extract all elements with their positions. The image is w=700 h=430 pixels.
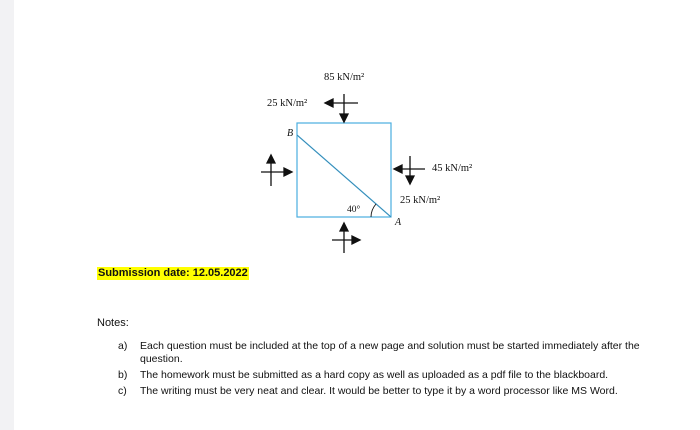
stress-element-figure (255, 62, 515, 262)
element-square (297, 123, 391, 217)
list-item-text: Each question must be included at the top of a new page and solution must be started immediately after the question. (140, 340, 640, 365)
right-normal-stress-label: 45 kN/m² (432, 163, 473, 174)
list-item (118, 369, 658, 382)
list-marker: c) (118, 385, 127, 397)
angle-arc (371, 204, 376, 217)
left-stress-arrows (261, 155, 292, 186)
list-item (118, 340, 658, 366)
submission-date: Submission date: 12.05.2022 (98, 267, 248, 279)
left-gutter (0, 0, 14, 430)
list-item (118, 385, 658, 398)
list-item-text: The homework must be submitted as a hard copy as well as uploaded as a pdf file to the blackboard. (140, 369, 609, 381)
right-stress-arrows (394, 156, 425, 184)
top-stress-arrows (325, 94, 358, 122)
notes-list (118, 340, 658, 401)
angle-label: 40° (347, 205, 361, 215)
corner-a-label: A (395, 217, 402, 228)
right-shear-stress-label: 25 kN/m² (400, 195, 441, 206)
corner-b-label: B (287, 128, 294, 139)
list-item-text: The writing must be very neat and clear. It would be better to type it by a word processor like MS Word. (140, 385, 618, 397)
top-shear-stress-label: 25 kN/m² (267, 98, 308, 109)
bottom-stress-arrows (332, 223, 360, 253)
top-normal-stress-label: 85 kN/m² (324, 72, 365, 83)
list-marker: b) (118, 369, 128, 381)
notes-title: Notes: (97, 317, 129, 329)
list-marker: a) (118, 340, 128, 352)
stress-element-diagram (255, 62, 515, 262)
